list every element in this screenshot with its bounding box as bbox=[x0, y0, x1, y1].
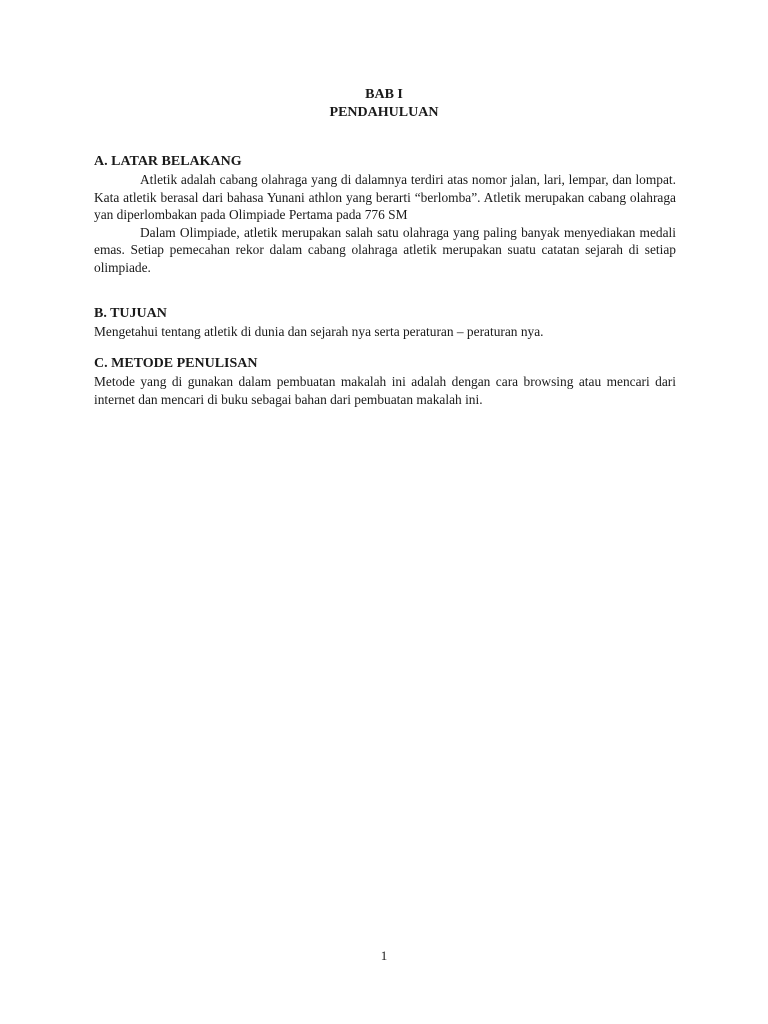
section-title: C. METODE PENULISAN bbox=[94, 356, 258, 371]
section-latar-belakang bbox=[94, 153, 676, 276]
section-tujuan bbox=[94, 305, 676, 341]
chapter-label: BAB I bbox=[365, 87, 403, 102]
chapter-heading bbox=[0, 86, 768, 122]
section-metode-penulisan bbox=[94, 355, 676, 408]
section-title: A. LATAR BELAKANG bbox=[94, 154, 242, 169]
page-number: 1 bbox=[380, 948, 388, 963]
body-paragraph: Metode yang di gunakan dalam pembuatan makalah ini adalah dengan cara browsing atau mencari dari internet dan mencari di buku sebagai bahan dari pembuatan makalah ini. bbox=[94, 374, 676, 407]
body-paragraph: Atletik adalah cabang olahraga yang di dalamnya terdiri atas nomor jalan, lari, lempar, dan lompat. Kata atletik berasal dari bahasa Yunani athlon yang berarti “berlomba”. Atletik merupakan cabang olahraga yan diperlombakan pada Olimpiade Pertama pada 776 SM bbox=[94, 172, 676, 222]
body-paragraph: Dalam Olimpiade, atletik merupakan salah satu olahraga yang paling banyak menyediakan medali emas. Setiap pemecahan rekor dalam cabang olahraga atletik merupakan suatu catatan sejarah di setiap olimpiade. bbox=[94, 224, 676, 275]
chapter-title: PENDAHULUAN bbox=[329, 105, 439, 120]
body-paragraph: Mengetahui tentang atletik di dunia dan sejarah nya serta peraturan – peraturan nya. bbox=[94, 324, 544, 339]
section-title: B. TUJUAN bbox=[94, 306, 167, 321]
